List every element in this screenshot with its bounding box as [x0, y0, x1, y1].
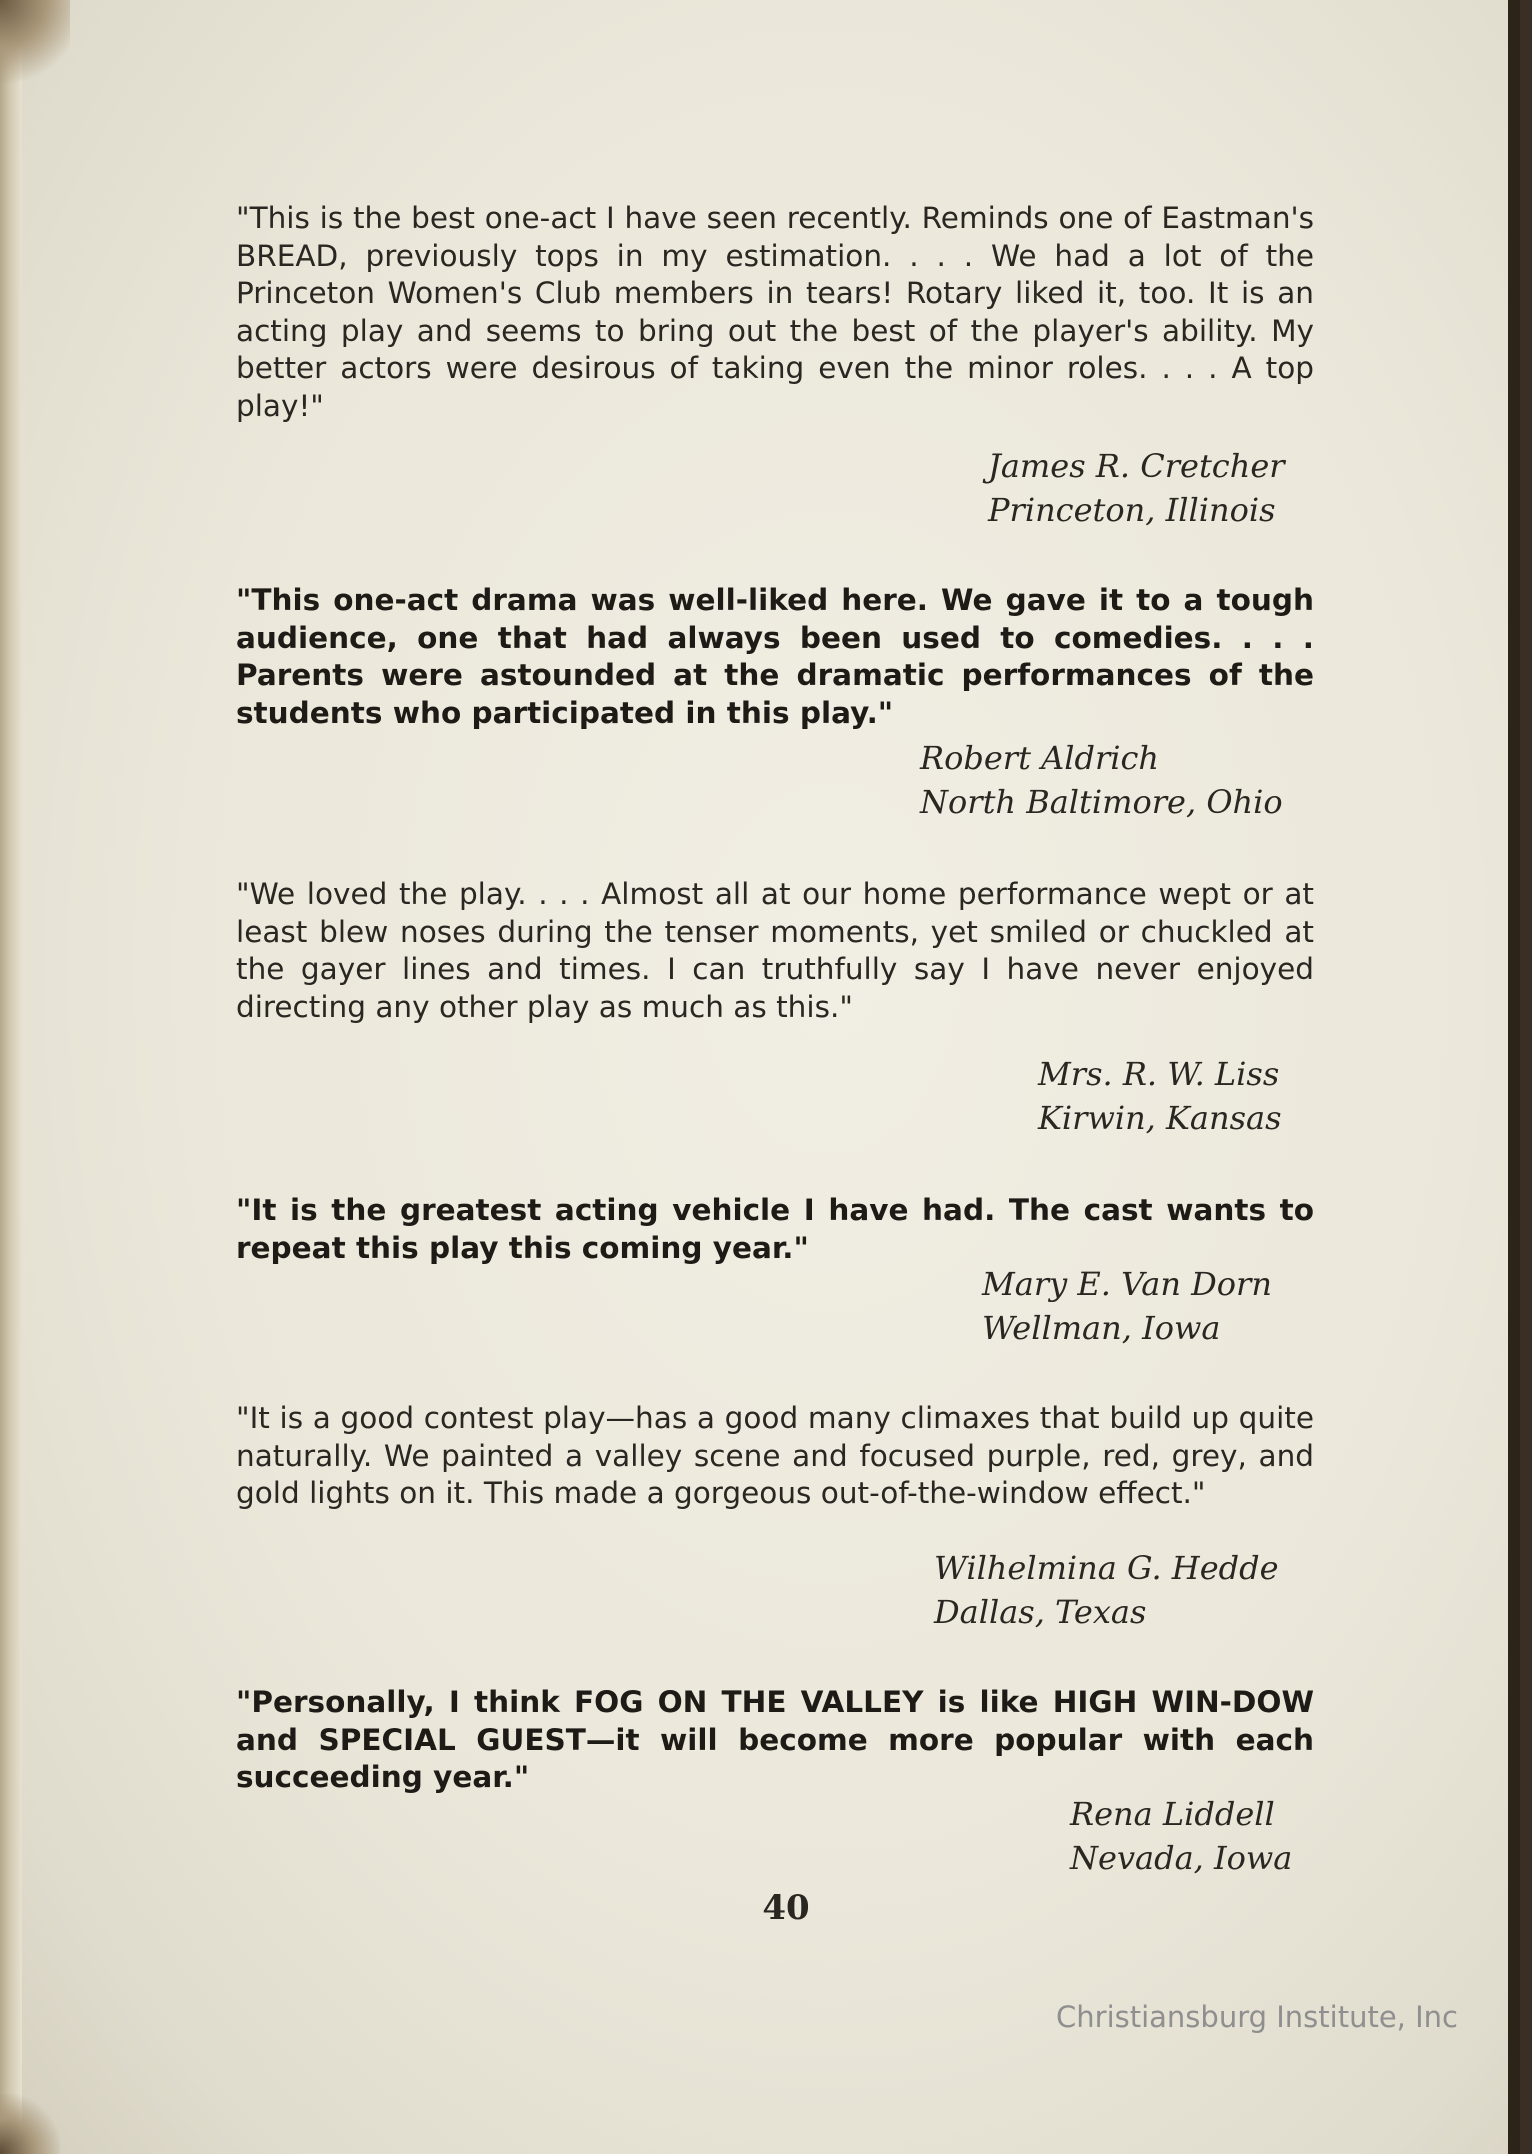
- testimonial-quote: "This one-act drama was well-liked here. We gave it to a tough audience, one that had always been used to comedies. . . . Parents were astounded at the dramatic performances of the students who participated in this play.": [236, 583, 1314, 730]
- watermark: Christiansburg Institute, Inc: [1056, 2000, 1458, 2034]
- testimonial-name: Wilhelmina G. Hedde: [934, 1549, 1279, 1587]
- testimonial-place: Kirwin, Kansas: [1038, 1099, 1282, 1137]
- testimonial-signature: [920, 736, 1283, 824]
- testimonial-signature: [1070, 1792, 1292, 1880]
- testimonial-place: Dallas, Texas: [934, 1593, 1147, 1631]
- page-number: 40: [762, 1888, 810, 1928]
- testimonial-signature: [982, 1262, 1272, 1350]
- testimonial-signature: [934, 1546, 1279, 1634]
- testimonial-quote: "We loved the play. . . . Almost all at our home performance wept or at least blew noses during the tenser moments, yet smiled or chuckled at the gayer lines and times. I can truthfully say I have never enjoyed directing any other play as much as this.": [236, 877, 1314, 1024]
- testimonial-place: Princeton, Illinois: [988, 491, 1276, 529]
- testimonial-place: Nevada, Iowa: [1070, 1839, 1293, 1877]
- testimonial-place: Wellman, Iowa: [982, 1309, 1221, 1347]
- page-spine-shadow: [0, 0, 22, 2154]
- testimonial-quote: "It is a good contest play—has a good many climaxes that build up quite naturally. We painted a valley scene and focused purple, red, grey, and gold lights on it. This made a gorgeous out-of-the-window effect.": [236, 1401, 1314, 1510]
- testimonial-signature: [1038, 1052, 1282, 1140]
- testimonial-name: Mary E. Van Dorn: [982, 1265, 1272, 1303]
- worn-corner-top: [0, 0, 70, 90]
- testimonial-quote: "Personally, I think FOG ON THE VALLEY is like HIGH WIN-DOW and SPECIAL GUEST—it will become more popular with each succeeding year.": [236, 1685, 1314, 1794]
- testimonial-name: Robert Aldrich: [920, 739, 1159, 777]
- testimonial-quote: "It is the greatest acting vehicle I have had. The cast wants to repeat this play this coming year.": [236, 1193, 1314, 1265]
- testimonial-name: Rena Liddell: [1070, 1795, 1275, 1833]
- worn-corner-bottom: [0, 2094, 60, 2154]
- testimonial-quote: "This is the best one-act I have seen recently. Reminds one of Eastman's BREAD, previously tops in my estimation. . . . We had a lot of the Princeton Women's Club members in tears! Rotary liked it, too. It is an acting play and seems to bring out the best of the player's ability. My better actors were desirous of taking even the minor roles. . . . A top play!": [236, 201, 1314, 423]
- testimonial-place: North Baltimore, Ohio: [920, 783, 1283, 821]
- testimonial-name: Mrs. R. W. Liss: [1038, 1055, 1280, 1093]
- testimonial-name: James R. Cretcher: [988, 447, 1285, 485]
- testimonial-signature: [988, 444, 1285, 532]
